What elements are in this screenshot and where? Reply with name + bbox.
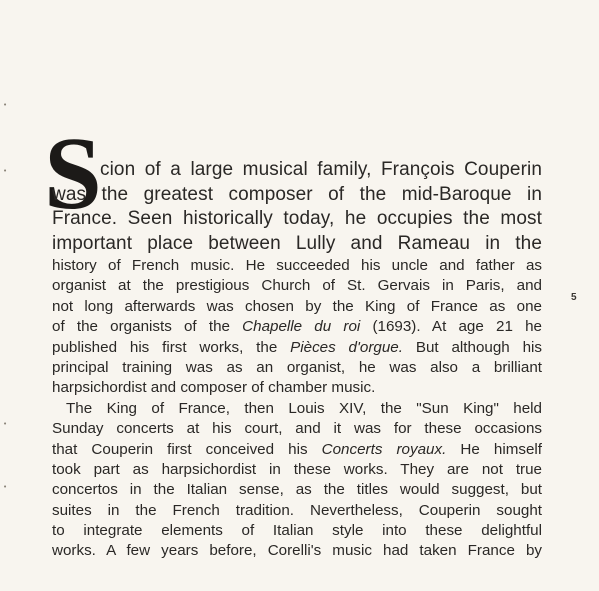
text-line [52, 399, 542, 419]
page-number: 5 [571, 292, 577, 303]
text-run: harpsichordist and composer of chamber music. [52, 379, 376, 397]
text-run: France. Seen historically today, he occupies the most [52, 208, 542, 229]
text-run: Sunday concerts at his court, and it was for these occasions [52, 420, 542, 438]
text-run: cion of a large musical family, François Couperin [100, 159, 542, 180]
text-run: published his first works, the [52, 338, 291, 356]
text-run: took part as harpsichordist in these works. They are not true [52, 460, 542, 478]
text-line [52, 297, 542, 317]
text-line [52, 460, 542, 480]
text-run: of the organists of the [52, 318, 243, 336]
text-line [52, 521, 542, 541]
text-line [52, 232, 542, 257]
text-line [52, 317, 542, 337]
text-run: (1693). At age 21 he [360, 318, 542, 336]
text-line [52, 501, 542, 521]
text-run: was the greatest composer of the mid-Baroque in [52, 183, 542, 205]
text-run: But although his [402, 338, 542, 356]
text-line [52, 480, 542, 500]
text-line [52, 183, 542, 208]
text-line [52, 338, 542, 358]
text-run: organist at the prestigious Church of St. Gervais in Paris, and [52, 277, 542, 295]
italic-title: Chapelle du roi [242, 318, 361, 336]
text-run: important place between Lully and Rameau in the [52, 232, 542, 254]
margin-speck: • [3, 483, 8, 491]
italic-title: Pièces d'orgue. [290, 338, 403, 356]
text-line [52, 256, 542, 276]
text-run: works. A few years before, Corelli's music had taken France by [52, 542, 542, 560]
margin-speck: • [3, 167, 8, 175]
text-run: not long afterwards was chosen by the King of France as one [52, 297, 542, 315]
body-text [52, 158, 542, 562]
text-run: The King of France, then Louis XIV, the "Sun King" held [66, 399, 542, 417]
text-line [52, 276, 542, 296]
margin-speck: • [3, 101, 8, 109]
text-run: principal training was as an organist, he was also a brilliant [52, 358, 542, 376]
text-line [52, 158, 542, 183]
italic-title: Concerts royaux. [321, 440, 447, 458]
margin-speck: • [3, 420, 8, 428]
text-run: concertos in the Italian sense, as the titles would suggest, but [52, 481, 542, 499]
text-line [52, 440, 542, 460]
text-run: suites in the French tradition. Nevertheless, Couperin sought [52, 501, 542, 519]
text-run: He himself [446, 440, 542, 458]
text-line [52, 378, 542, 398]
text-run: history of French music. He succeeded his uncle and father as [52, 257, 542, 274]
text-line [52, 541, 542, 561]
text-run: that Couperin first conceived his [52, 440, 322, 458]
text-line [52, 207, 542, 232]
text-line [52, 419, 542, 439]
text-line [52, 358, 542, 378]
text-run: to integrate elements of Italian style into these delightful [52, 522, 542, 540]
drop-cap: S [44, 116, 102, 231]
